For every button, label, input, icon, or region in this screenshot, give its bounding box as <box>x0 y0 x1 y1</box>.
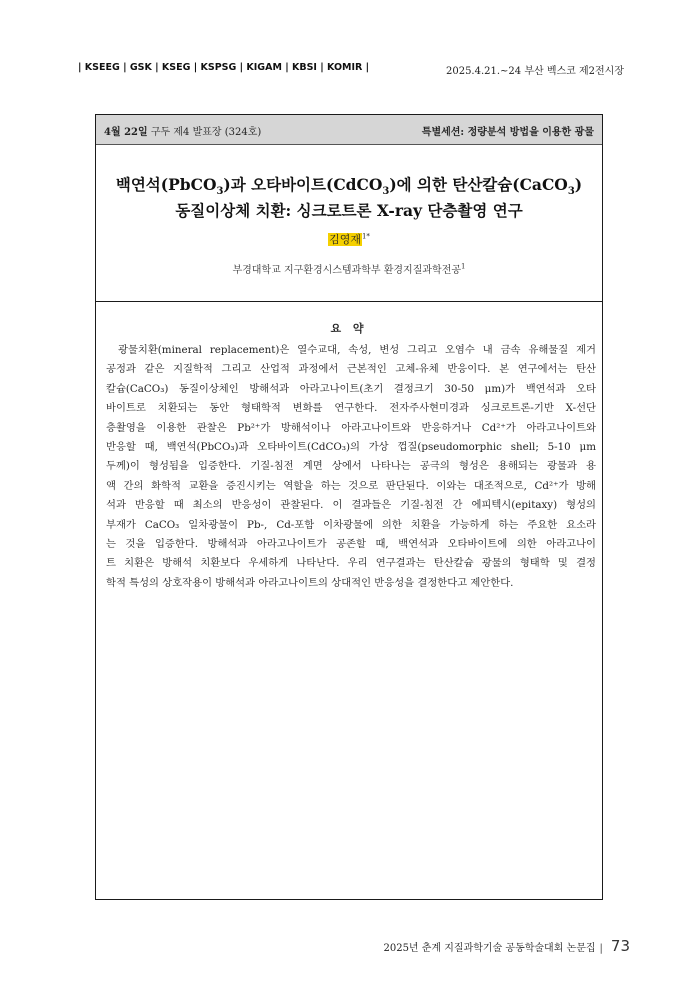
session-name: 정량분석 방법을 이용한 광물 <box>464 127 594 138</box>
abstract-line: 학적 특성의 상호작용이 방해석과 아라고나이트의 상대적인 반응성을 결정한다고 제안한다. <box>106 576 514 589</box>
abstract-line: 바이트로 치환되는 동안 형태학적 변화를 연구한다. 전자주사현미경과 싱크로트론-기반 X-선단 <box>106 402 596 415</box>
affiliation: 부경대학교 지구환경시스템과학부 환경지질과학전공$^1$ <box>232 262 466 276</box>
session-info <box>104 123 261 138</box>
abstract-body <box>106 341 596 593</box>
abstract-line: 칼슘(CaCO₃) 동질이상체인 방해석과 아라고나이트(초기 결정크기 30-50 μm)가 백연석과 오타 <box>106 382 596 395</box>
abstract-line: 부재가 CaCO₃ 일차광물이 Pb-, Cd-포함 이차광물에 의한 치환을 가능하게 하는 주요한 요소라 <box>106 518 596 531</box>
author-mark: 1* <box>361 232 370 241</box>
abstract-frame <box>95 114 603 900</box>
session-type: 특별세션: <box>421 127 465 138</box>
abstract-line: 액 간의 화학적 교환을 증진시키는 역할을 하는 것으로 판단된다. 이와는 대조적으로, Cd²⁺가 방해 <box>106 479 596 492</box>
header-societies: | KSEEG | GSK | KSEG | KSPSG | KIGAM | KBSI | KOMIR | <box>78 62 370 73</box>
abstract-line: 두께)이 형성됨을 입증한다. 기질-침전 계면 상에서 나타나는 공극의 형성은 용해되는 광물과 용 <box>106 460 596 473</box>
paper-title-line1: 백연석(PbCO$_3$)과 오타바이트(CdCO$_3$)에 의한 탄산칼슘(CaCO$_3$) <box>115 175 583 198</box>
abstract-line: 트 치환은 방해석 치환보다 우세하게 나타난다. 우리 연구결과는 탄산칼슘 광물의 형태학 및 결정 <box>106 557 596 570</box>
abstract-line: 석과 반응할 때 최소의 반응성이 관찰된다. 이 결과들은 기질-침전 간 에피텍시(epitaxy) 형성의 <box>106 499 596 512</box>
paper-title-line2: 동질이상체 치환: 싱크로트론 X-ray 단층촬영 연구 <box>175 201 523 220</box>
abstract-line: 반응할 때, 백연석(PbCO₃)과 오타바이트(CdCO₃)의 가상 껍질(pseudomorphic shell; 5-10 μm <box>106 441 596 454</box>
header-date-venue: 2025.4.21.~24 부산 벡스코 제2전시장 <box>445 66 624 77</box>
abstract-line: 는 것을 입증한다. 방해석과 아라고나이트가 공존할 때, 백연석과 오타바이트에 의한 아라고나이 <box>106 538 596 551</box>
footer <box>383 937 630 955</box>
session-topic <box>422 123 594 138</box>
footer-title: 2025년 춘계 지질과학기술 공동학술대회 논문집 <box>383 943 596 954</box>
abstract-line: 공정과 같은 지질학적 그리고 산업적 과정에서 근본적인 고체-유체 반응이다. 본 연구에서는 탄산 <box>106 363 596 376</box>
section-divider <box>96 301 602 302</box>
page-number: 73 <box>610 937 630 955</box>
abstract-heading: 요 약 <box>330 322 368 335</box>
session-bar <box>96 115 602 145</box>
session-details: 구두 제4 발표장 (324호) <box>147 127 262 138</box>
session-date: 4월 22일 <box>104 127 148 138</box>
author <box>96 231 602 247</box>
abstract-line: 광물치환(mineral replacement)은 열수교대, 속성, 변성 그리고 오염수 내 금속 유해물질 제거 <box>118 344 596 356</box>
abstract-line: 층촬영을 이용한 관찰은 Pb²⁺가 방해석이나 아라고나이트와 반응하거나 Cd²⁺가 아라고나이트와 <box>106 421 596 434</box>
author-name: 김영재 <box>329 233 361 246</box>
footer-separator: | <box>599 943 603 954</box>
